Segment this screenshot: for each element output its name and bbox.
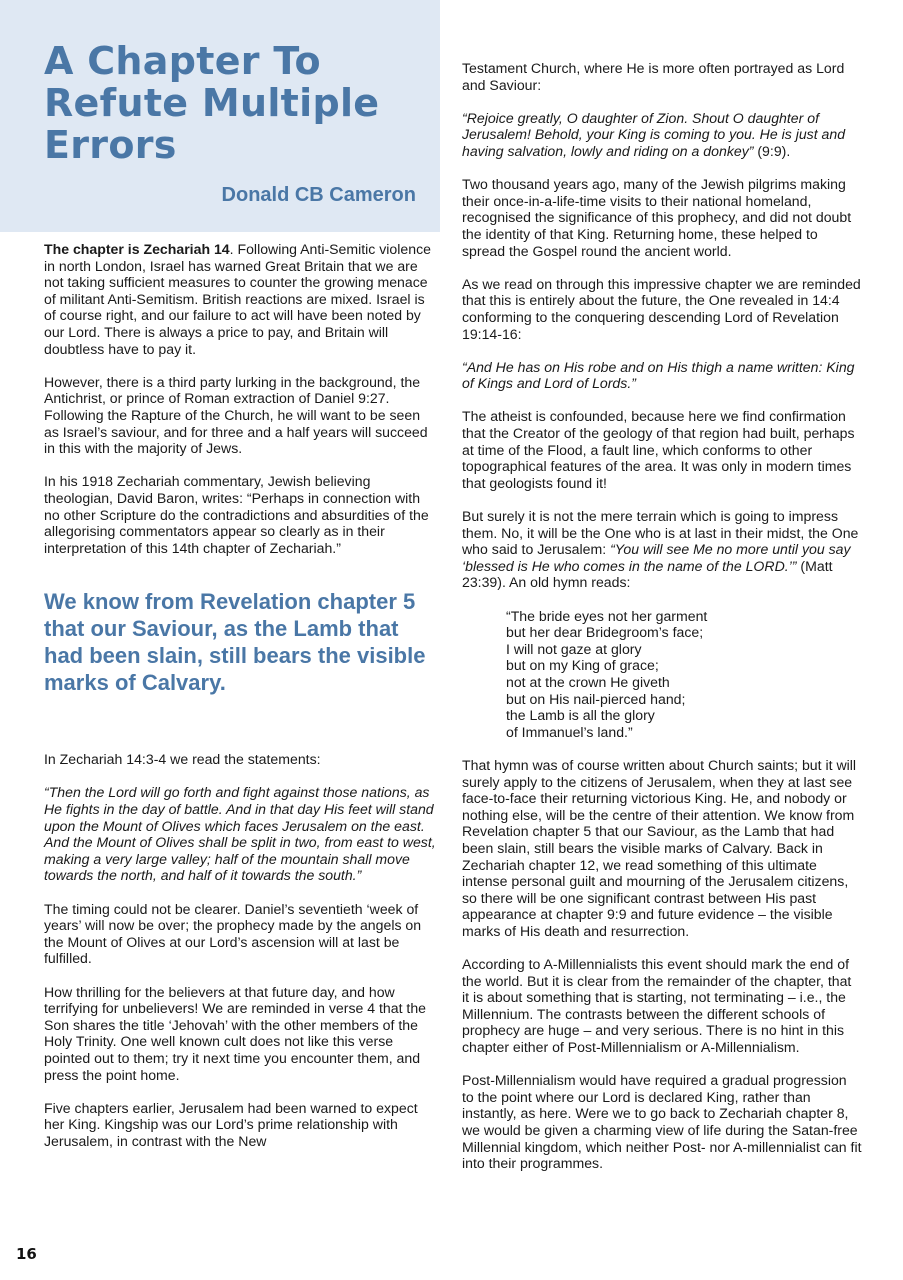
paragraph-terrain	[462, 508, 862, 591]
paragraph-terrain-text: But surely it is not the mere terrain which is going to impress them. No, it will be the One who is at last in their midst, the One who said to Jerusalem:	[462, 508, 859, 558]
scripture-quote-zechariah: “Then the Lord will go forth and fight against those nations, as He fights in the day of battle. And in that day His feet will stand upon the Mount of Olives which faces Jerusalem on the east. And the Mount of Olives shall be split in two, from east to west, making a very large valley; half of the mountain shall move towards the north, and half of it towards the south.”	[44, 784, 436, 884]
article-title: A Chapter To Refute Multiple Errors	[44, 39, 380, 167]
intro-paragraph	[44, 241, 436, 357]
paragraph-a-millennialists: According to A-Millennialists this event should mark the end of the world. But it is clear from the remainder of the chapter, that it is about something that is starting, not terminating – i.e., the Millennium. The contrasts between the different schools of prophecy are huge – and very serious. There is no hint in this chapter either of Post-Millennialism or A-Millennialism.	[462, 956, 852, 1056]
hymn-line: not at the crown He giveth	[506, 673, 670, 690]
intro-lead: The chapter is Zechariah 14	[44, 241, 230, 257]
paragraph-impressive-chapter: As we read on through this impressive chapter we are reminded that this is entirely about the future, the One revealed in 14:4 conforming to the conquering descending Lord of Revelation 19:14-16:	[462, 275, 861, 342]
hymn-line: of Immanuel’s land.”	[506, 723, 633, 740]
paragraph-five-chapters: Five chapters earlier, Jerusalem had been warned to expect her King. Kingship was our Lord’s prime relationship with Jerusalem, in contrast with the New	[44, 1099, 418, 1149]
scripture-quote-matthew: “You will see Me no more until you say ‘blessed is He who comes in the name of the LORD.’”	[462, 541, 851, 574]
left-column	[44, 241, 436, 1166]
scripture-quote-rejoice-paragraph	[462, 110, 862, 160]
hymn-line: I will not gaze at glory	[506, 640, 642, 657]
paragraph-pilgrims: Two thousand years ago, many of the Jewish pilgrims making their once-in-a-life-time visits to their national homeland, recognised the significance of this prophecy, and did not doubt the identity of that King. Returning home, these helped to spread the Gospel round the ancient world.	[462, 176, 852, 259]
article-author: Donald CB Cameron	[221, 184, 416, 206]
paragraph-post-millennialism: Post-Millennialism would have required a gradual progression to the point where our Lord is declared King, rather than instantly, as here. Were we to go back to Zechariah chapter 8, we would be given a charming view of life during the Satan-free Millennial kingdom, which neither Post- nor A-millennialist can fit into their programmes.	[462, 1072, 862, 1172]
hymn-line: but her dear Bridegroom’s face;	[506, 624, 704, 641]
hymn-poem	[506, 608, 862, 741]
paragraph-thrilling: How thrilling for the believers at that future day, and how terrifying for unbelievers! We are reminded in verse 4 that the Son shares the title ‘Jehovah’ with the other members of the Holy Trinity. One well known cult does not like this verse pointed out to them; try it next time you encounter them, and press the point home.	[44, 983, 427, 1083]
paragraph-atheist: The atheist is confounded, because here we find confirmation that the Creator of the geology of that region had built, perhaps at time of the Flood, a fault line, which conforms to other topographical features of the area. It was only in modern times that geologists found it!	[462, 408, 855, 491]
intro-text: . Following Anti-Semitic violence in north London, Israel has warned Great Britain that we are not taking sufficient measures to counter the growing menace of militant Anti-Semitism. British reactions are mixed. Israel is of course right, and our failure to act will have been noted by our Lord. There is always a price to pay, and Britain will doubtless have to pay it.	[44, 241, 431, 357]
scripture-quote-robe: “And He has on His robe and on His thigh a name written: King of Kings and Lord of Lords.”	[462, 358, 855, 392]
hymn-line: but on my King of grace;	[506, 657, 659, 674]
paragraph-zechariah-intro: In Zechariah 14:3-4 we read the statements:	[44, 751, 321, 768]
hymn-line: but on His nail-pierced hand;	[506, 690, 686, 707]
paragraph-timing: The timing could not be clearer. Daniel’s seventieth ‘week of years’ will now be over; the prophecy made by the angels on the Mount of Olives at our Lord’s ascension will at last be fulfilled.	[44, 900, 422, 967]
scripture-ref-rejoice: (9:9).	[753, 142, 791, 159]
hymn-line: the Lamb is all the glory	[506, 707, 655, 724]
paragraph-baron: In his 1918 Zechariah commentary, Jewish believing theologian, David Baron, writes: “Perhaps in connection with no other Scripture do the contradictions and absurdities of the allegorising commentators appear so clearly as in their interpretation of this 14th chapter of Zechariah.”	[44, 473, 429, 556]
pull-quote: We know from Revelation chapter 5 that our Saviour, as the Lamb that had been slain, still bears the visible marks of Calvary.	[44, 589, 426, 696]
right-column	[462, 60, 862, 1188]
page-number: 16	[16, 1245, 37, 1263]
paragraph-hymn-comment: That hymn was of course written about Church saints; but it will surely apply to the citizens of Jerusalem, when they at last see face-to-face their returning victorious King. He, and nobody or nothing else, will be the centre of their attention. We know from Revelation chapter 5 that our Saviour, as the Lamb that had been slain, still bears the visible marks of Calvary. Back in Zechariah chapter 12, we read something of this ultimate intense personal guilt and mourning of the Jerusalem citizens, so there will be one significant contrast between His past appearance at chapter 9:9 and future evidence – the visible marks of His death and resurrection.	[462, 756, 857, 939]
paragraph-antichrist: However, there is a third party lurking in the background, the Antichrist, or prince of Roman extraction of Daniel 9:27. Following the Rapture of the Church, he will want to be seen as Israel’s saviour, and for three and a half years will succeed in this with the majority of Jews.	[44, 373, 428, 457]
title-block	[0, 0, 440, 232]
paragraph-testament-church: Testament Church, where He is more often portrayed as Lord and Saviour:	[462, 60, 845, 93]
paragraph-terrain-tail: (Matt 23:39). An old hymn reads:	[462, 557, 833, 591]
scripture-quote-rejoice: “Rejoice greatly, O daughter of Zion. Shout O daughter of Jerusalem! Behold, your King is coming to you. He is just and having salvation, lowly and riding on a donkey”	[462, 109, 846, 159]
hymn-line: “The bride eyes not her garment	[506, 607, 708, 624]
